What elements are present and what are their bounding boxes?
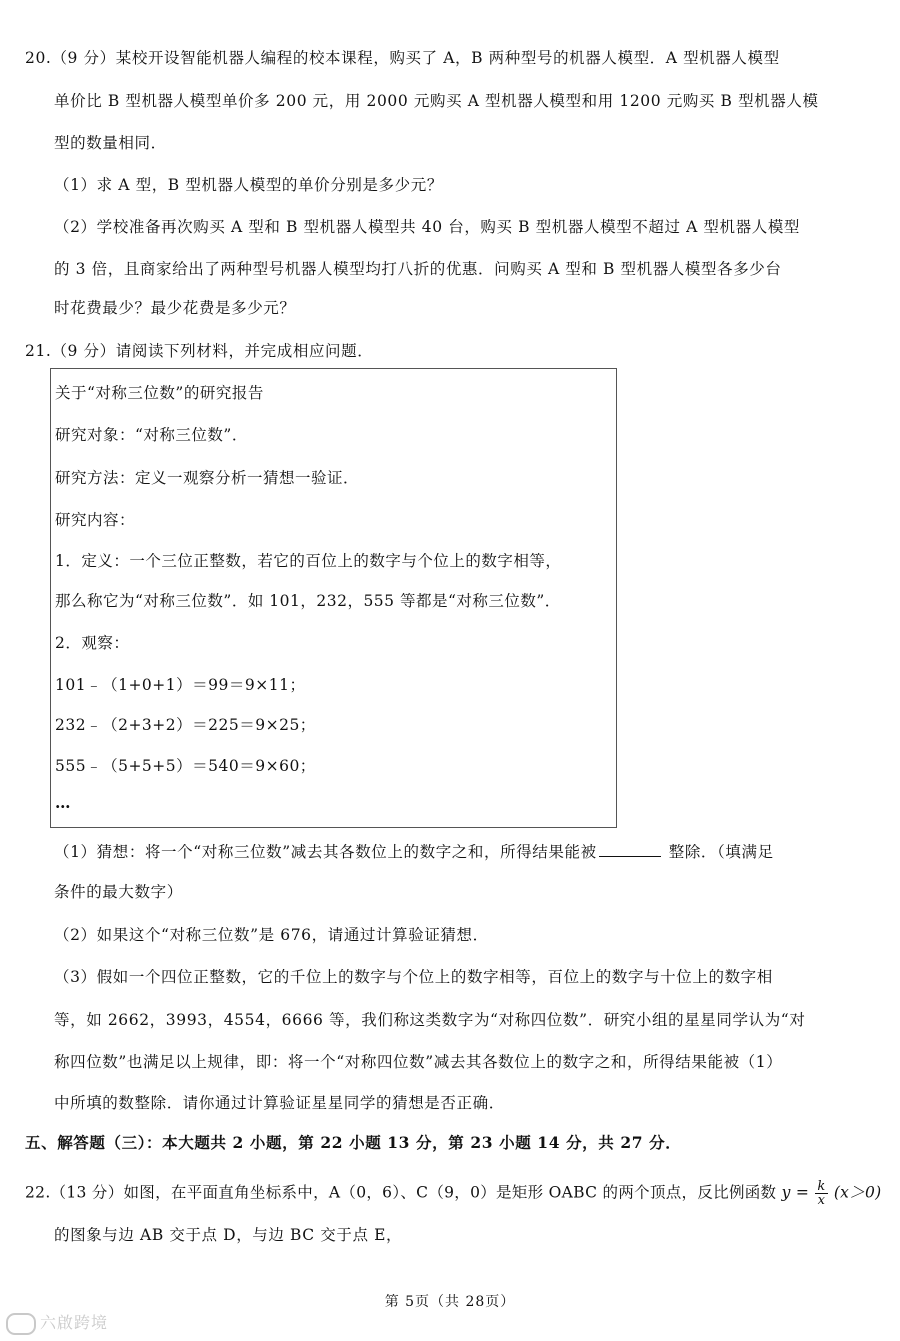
research-report-box (50, 368, 617, 828)
q20-part-2-line-3: 时花费最少？最少花费是多少元？ (54, 299, 296, 317)
domain-condition: (x＞0) (833, 1183, 882, 1202)
q22-line-1 (25, 1180, 882, 1207)
q21-part-3-line-3: 称四位数”也满足以上规律，即：将一个“对称四位数”减去其各数位上的数字之和，所得结果能被（1） (54, 1053, 783, 1071)
report-content-label: 研究内容： (55, 511, 136, 529)
watermark (6, 1310, 108, 1335)
q21-part-3-line-2: 等，如 2662，3993，4554，6666 等，我们称这类数字为“对称四位数”．研究小组的星星同学认为“对 (54, 1011, 806, 1029)
q21-part-1-text-end: 整除．（填满足 (668, 843, 774, 861)
q20-part-2-line-2: 的 3 倍，且商家给出了两种型号机器人模型均打八折的优惠．问购买 A 型和 B 型机器人模型各多少台 (54, 260, 782, 278)
answer-blank[interactable] (599, 842, 661, 857)
report-method: 研究方法：定义一观察分析一猜想一验证． (55, 469, 360, 487)
q21-part-3-line-1: （3）假如一个四位正整数，它的千位上的数字与个位上的数字相等，百位上的数字与十位上的数字相 (54, 968, 773, 986)
report-observation-232: 232﹣（2+3+2）＝225＝9×25； (55, 716, 316, 734)
q22-line-2: 的图象与边 AB 交于点 D，与边 BC 交于点 E， (54, 1226, 403, 1244)
q21-part-3-line-4: 中所填的数整除．请你通过计算验证星星同学的猜想是否正确． (54, 1094, 505, 1112)
watermark-logo-icon (6, 1313, 36, 1335)
q21-part-2: （2）如果这个“对称三位数”是 676，请通过计算验证猜想． (54, 926, 489, 944)
report-definition-line-1: 1．定义：一个三位正整数，若它的百位上的数字与个位上的数字相等， (55, 552, 562, 570)
report-definition-line-2: 那么称它为“对称三位数”．如 101，232，555 等都是“对称三位数”． (55, 592, 561, 610)
report-ellipsis: … (55, 793, 71, 812)
page-footer: 第 5页（共 28页） (384, 1294, 516, 1310)
fraction-k-over-x (815, 1180, 827, 1207)
q20-line-2: 单价比 B 型机器人模型单价多 200 元，用 2000 元购买 A 型机器人模型和用 1200 元购买 B 型机器人模 (54, 92, 819, 110)
q22-line-1-text: 22.（13 分）如图，在平面直角坐标系中，A（0，6）、C（9，0）是矩形 OABC 的两个顶点，反比例函数 (25, 1183, 777, 1202)
q21-part-1-text: （1）猜想：将一个“对称三位数”减去其各数位上的数字之和，所得结果能被 (54, 843, 597, 861)
fraction-numerator: k (817, 1179, 826, 1194)
report-title: 关于“对称三位数”的研究报告 (55, 384, 264, 402)
fraction-denominator: x (817, 1193, 826, 1208)
report-subject: 研究对象：“对称三位数”． (55, 426, 248, 444)
section-5-heading: 五、解答题（三）：本大题共 2 小题，第 22 小题 13 分，第 23 小题 14 分，共 27 分． (25, 1133, 682, 1152)
q20-line-1: 20.（9 分）某校开设智能机器人编程的校本课程，购买了 A，B 两种型号的机器人模型．A 型机器人模型 (25, 49, 780, 67)
watermark-text: 六啟跨境 (40, 1313, 109, 1332)
q21-part-1-line-1 (54, 842, 774, 862)
q20-line-3: 型的数量相同． (54, 134, 167, 152)
function-y: y = (781, 1183, 810, 1202)
q21-intro: 21.（9 分）请阅读下列材料，并完成相应问题． (25, 342, 374, 360)
q20-part-2-line-1: （2）学校准备再次购买 A 型和 B 型机器人模型共 40 台，购买 B 型机器人模型不超过 A 型机器人模型 (54, 218, 801, 236)
q20-part-1: （1）求 A 型，B 型机器人模型的单价分别是多少元？ (54, 176, 443, 194)
q21-part-1-line-2: 条件的最大数字） (54, 883, 183, 901)
report-observation-101: 101﹣（1+0+1）＝99＝9×11； (55, 676, 306, 694)
report-observation-555: 555﹣（5+5+5）＝540＝9×60； (55, 757, 316, 775)
report-observation-label: 2．观察： (55, 634, 130, 652)
